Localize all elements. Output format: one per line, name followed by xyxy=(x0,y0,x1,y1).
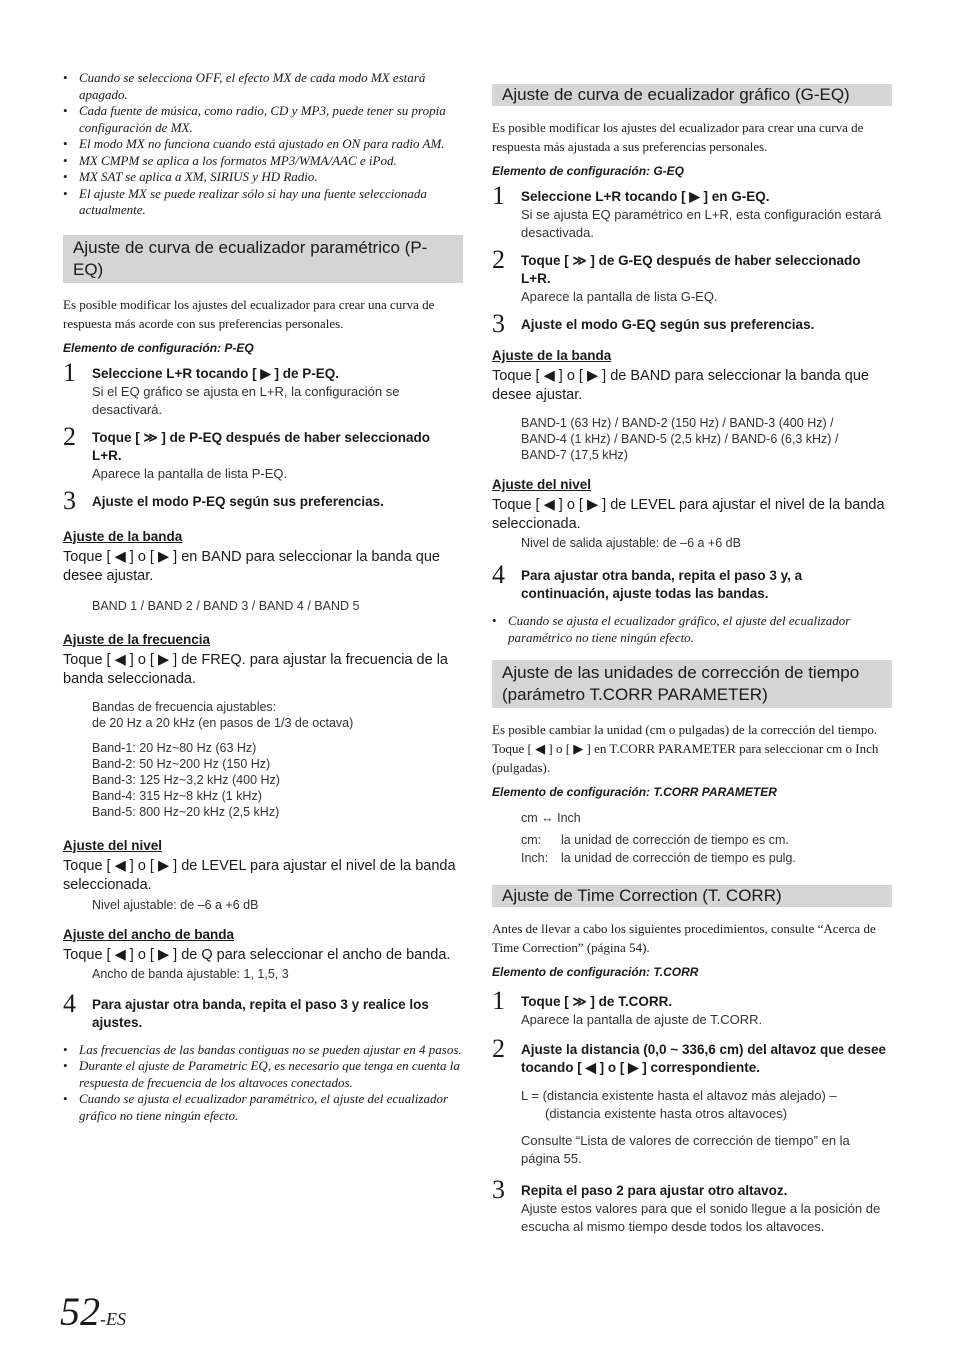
tcorr-step-3 xyxy=(492,1175,892,1236)
step-number: 4 xyxy=(63,988,76,1018)
unit-desc: la unidad de corrección de tiempo es cm. xyxy=(561,833,789,847)
freq-band-line: Band-4: 315 Hz~8 kHz (1 kHz) xyxy=(92,788,262,803)
peq-width-text: Toque [ ◀ ] o [ ▶ ] de Q para seleccionar el ancho de banda. xyxy=(63,946,451,963)
peq-freq-text: Toque [ ◀ ] o [ ▶ ] de FREQ. para ajustar la frecuencia de la banda seleccionada. xyxy=(63,651,448,687)
step-number: 4 xyxy=(492,560,505,589)
step-number: 3 xyxy=(492,1175,505,1204)
tcorr-intro: Antes de llevar a cabo los siguientes procedimientos, consulte “Acerca de Time Correction” (página 54). xyxy=(492,921,876,955)
peq-level-heading: Ajuste del nivel xyxy=(63,837,163,853)
peq-freq-info xyxy=(63,699,463,731)
tcorr-param-intro2: Toque [ ◀ ] o [ ▶ ] en T.CORR PARAMETER para seleccionar cm o Inch (pulgadas). xyxy=(492,741,879,775)
step-desc: Ajuste estos valores para que el sonido llegue a la posición de escucha al mismo tiempo desde todos los altavoces. xyxy=(521,1201,881,1234)
step-title: Ajuste el modo P-EQ según sus preferencias. xyxy=(92,493,384,509)
unit-inch-row xyxy=(492,849,892,867)
step-desc: Si el EQ gráfico se ajusta en L+R, la configuración se desactivará. xyxy=(92,383,400,417)
geq-step-3 xyxy=(492,309,892,338)
step-number: 2 xyxy=(492,245,505,274)
step-title: Para ajustar otra banda, repita el paso 3 y, a continuación, ajuste todas las bandas. xyxy=(521,568,803,601)
tcorr-formula xyxy=(492,1087,892,1123)
step-title: Toque [ ≫ ] de G-EQ después de haber seleccionado L+R. xyxy=(521,253,861,286)
step-number: 2 xyxy=(492,1034,505,1063)
step-title: Seleccione L+R tocando [ ▶ ] en G-EQ. xyxy=(521,189,770,204)
step-number: 1 xyxy=(63,357,76,387)
peq-band-text: Toque [ ◀ ] o [ ▶ ] en BAND para seleccionar la banda que desee ajustar. xyxy=(63,548,440,584)
note-item: • Durante el ajuste de Parametric EQ, es necesario que tenga en cuenta la respuesta de frecuencia de los altavoces conectados. xyxy=(63,1058,463,1091)
note-item: • Las frecuencias de las bandas contiguas no se pueden ajustar en 4 pasos. xyxy=(63,1042,463,1059)
step-number: 3 xyxy=(492,309,505,338)
peq-band-values: BAND 1 / BAND 2 / BAND 3 / BAND 4 / BAND 5 xyxy=(92,598,360,613)
freq-band-line: Band-2: 50 Hz~200 Hz (150 Hz) xyxy=(92,756,271,771)
geq-config-label: Elemento de configuración: G-EQ xyxy=(492,164,685,178)
peq-notes xyxy=(63,1042,463,1125)
peq-step-1 xyxy=(63,357,463,419)
freq-band-line: Band-5: 800 Hz~20 kHz (2,5 kHz) xyxy=(92,804,280,819)
tcorr-consult: Consulte “Lista de valores de corrección de tiempo” en la página 55. xyxy=(521,1133,850,1166)
peq-width-info: Ancho de banda ajustable: 1, 1,5, 3 xyxy=(92,966,289,981)
note-item: • MX CMPM se aplica a los formatos MP3/WMA/AAC e iPod. xyxy=(63,153,463,170)
unit-key: Inch: xyxy=(521,851,549,865)
step-title: Ajuste la distancia (0,0 ~ 336,6 cm) del altavoz que desee tocando [ ◀ ] o [ ▶ ] correspondiente. xyxy=(521,1042,887,1075)
step-number: 1 xyxy=(492,181,505,210)
band-line: BAND-1 (63 Hz) / BAND-2 (150 Hz) / BAND-3 (400 Hz) / xyxy=(521,416,834,430)
tcorr-param-config-label: Elemento de configuración: T.CORR PARAMETER xyxy=(492,785,777,799)
note-item: • El modo MX no funciona cuando está ajustado en ON para radio AM. xyxy=(63,136,463,153)
step-title: Repita el paso 2 para ajustar otro altavoz. xyxy=(521,1183,788,1198)
right-column xyxy=(492,84,892,1246)
note-item: • Cuando se ajusta el ecualizador paramétrico, el ajuste del ecualizador gráfico no tiene ningún efecto. xyxy=(63,1091,463,1124)
tcorr-config-label: Elemento de configuración: T.CORR xyxy=(492,965,699,979)
mx-notes xyxy=(63,70,463,219)
geq-step-1 xyxy=(492,181,892,242)
step-number: 3 xyxy=(63,485,76,515)
note-item: • Cuando se ajusta el ecualizador gráfico, el ajuste del ecualizador paramétrico no tiene ningún efecto. xyxy=(492,613,892,646)
peq-band-heading: Ajuste de la banda xyxy=(63,528,183,544)
step-title: Ajuste el modo G-EQ según sus preferencias. xyxy=(521,317,815,332)
step-title: Seleccione L+R tocando [ ▶ ] de P-EQ. xyxy=(92,365,340,381)
peq-step-2 xyxy=(63,421,463,483)
step-number: 2 xyxy=(63,421,76,451)
note-item: • Cuando se selecciona OFF, el efecto MX de cada modo MX estará apagado. xyxy=(63,70,463,103)
peq-step-4 xyxy=(63,988,463,1032)
step-desc: Si se ajusta EQ paramétrico en L+R, esta configuración estará desactivada. xyxy=(521,207,882,240)
page-number xyxy=(60,1288,126,1335)
unit-toggle: cm ↔ Inch xyxy=(521,811,581,825)
page-number-value: 52 xyxy=(60,1289,100,1334)
peq-intro: Es posible modificar los ajustes del ecualizador para crear una curva de respuesta más acorde con sus preferencias personales. xyxy=(63,296,435,331)
section-heading-tcorr-param: Ajuste de las unidades de corrección de tiempo (parámetro T.CORR PARAMETER) xyxy=(492,660,892,708)
geq-level-text: Toque [ ◀ ] o [ ▶ ] de LEVEL para ajustar el nivel de la banda seleccionada. xyxy=(492,497,885,532)
geq-intro: Es posible modificar los ajustes del ecualizador para crear una curva de respuesta más ajustada a sus preferencias personales. xyxy=(492,120,864,154)
section-heading-tcorr: Ajuste de Time Correction (T. CORR) xyxy=(492,885,892,907)
peq-width-heading: Ajuste del ancho de banda xyxy=(63,926,235,942)
band-line: BAND-7 (17,5 kHz) xyxy=(521,448,628,462)
geq-band-heading: Ajuste de la banda xyxy=(492,348,612,363)
step-title: Para ajustar otra banda, repita el paso 3 y realice los ajustes. xyxy=(92,996,429,1030)
peq-config-label: Elemento de configuración: P-EQ xyxy=(63,340,254,355)
geq-band-text: Toque [ ◀ ] o [ ▶ ] de BAND para seleccionar la banda que desee ajustar. xyxy=(492,368,869,403)
freq-info-line: Bandas de frecuencia ajustables: xyxy=(92,699,277,714)
section-heading-peq: Ajuste de curva de ecualizador paramétrico (P-EQ) xyxy=(63,235,463,283)
geq-step-4 xyxy=(492,560,892,603)
geq-level-info: Nivel de salida ajustable: de –6 a +6 dB xyxy=(521,536,741,550)
peq-freq-heading: Ajuste de la frecuencia xyxy=(63,631,211,647)
step-number: 1 xyxy=(492,986,505,1015)
tcorr-step-2 xyxy=(492,1034,892,1077)
geq-level-heading: Ajuste del nivel xyxy=(492,477,592,492)
geq-notes xyxy=(492,613,892,646)
geq-band-values xyxy=(492,415,892,463)
geq-step-2 xyxy=(492,245,892,306)
left-column xyxy=(63,70,463,1124)
formula-line: (distancia existente hasta otros altavoces) xyxy=(545,1106,788,1121)
unit-key: cm: xyxy=(521,833,542,847)
tcorr-step-1 xyxy=(492,986,892,1029)
note-item: • Cada fuente de música, como radio, CD y MP3, puede tener su propia configuración de MX. xyxy=(63,103,463,136)
unit-desc: la unidad de corrección de tiempo es pulg. xyxy=(561,851,796,865)
note-item: • MX SAT se aplica a XM, SIRIUS y HD Radio. xyxy=(63,169,463,186)
section-heading-geq: Ajuste de curva de ecualizador gráfico (G-EQ) xyxy=(492,84,892,106)
freq-info-line: de 20 Hz a 20 kHz (en pasos de 1/3 de octava) xyxy=(92,715,354,730)
tcorr-param-intro1: Es posible cambiar la unidad (cm o pulgadas) de la corrección del tiempo. xyxy=(492,722,878,737)
step-desc: Aparece la pantalla de lista G-EQ. xyxy=(521,289,718,304)
peq-level-text: Toque [ ◀ ] o [ ▶ ] de LEVEL para ajustar el nivel de la banda seleccionada. xyxy=(63,857,456,893)
step-title: Toque [ ≫ ] de P-EQ después de haber seleccionado L+R. xyxy=(92,429,430,463)
freq-band-line: Band-3: 125 Hz~3,2 kHz (400 Hz) xyxy=(92,772,280,787)
freq-band-line: Band-1: 20 Hz~80 Hz (63 Hz) xyxy=(92,740,257,755)
peq-step-3 xyxy=(63,485,463,515)
step-desc: Aparece la pantalla de lista P-EQ. xyxy=(92,465,288,481)
unit-cm-row xyxy=(492,831,892,849)
step-desc: Aparece la pantalla de ajuste de T.CORR. xyxy=(521,1012,763,1027)
peq-freq-bands xyxy=(63,740,463,820)
page-number-suffix: -ES xyxy=(100,1309,126,1329)
peq-level-info: Nivel ajustable: de –6 a +6 dB xyxy=(92,897,259,912)
band-line: BAND-4 (1 kHz) / BAND-5 (2,5 kHz) / BAND-6 (6,3 kHz) / xyxy=(521,432,839,446)
step-title: Toque [ ≫ ] de T.CORR. xyxy=(521,994,673,1009)
formula-line: L = (distancia existente hasta el altavoz más alejado) – xyxy=(521,1088,837,1103)
note-item: • El ajuste MX se puede realizar sólo si hay una fuente seleccionada actualmente. xyxy=(63,186,463,219)
